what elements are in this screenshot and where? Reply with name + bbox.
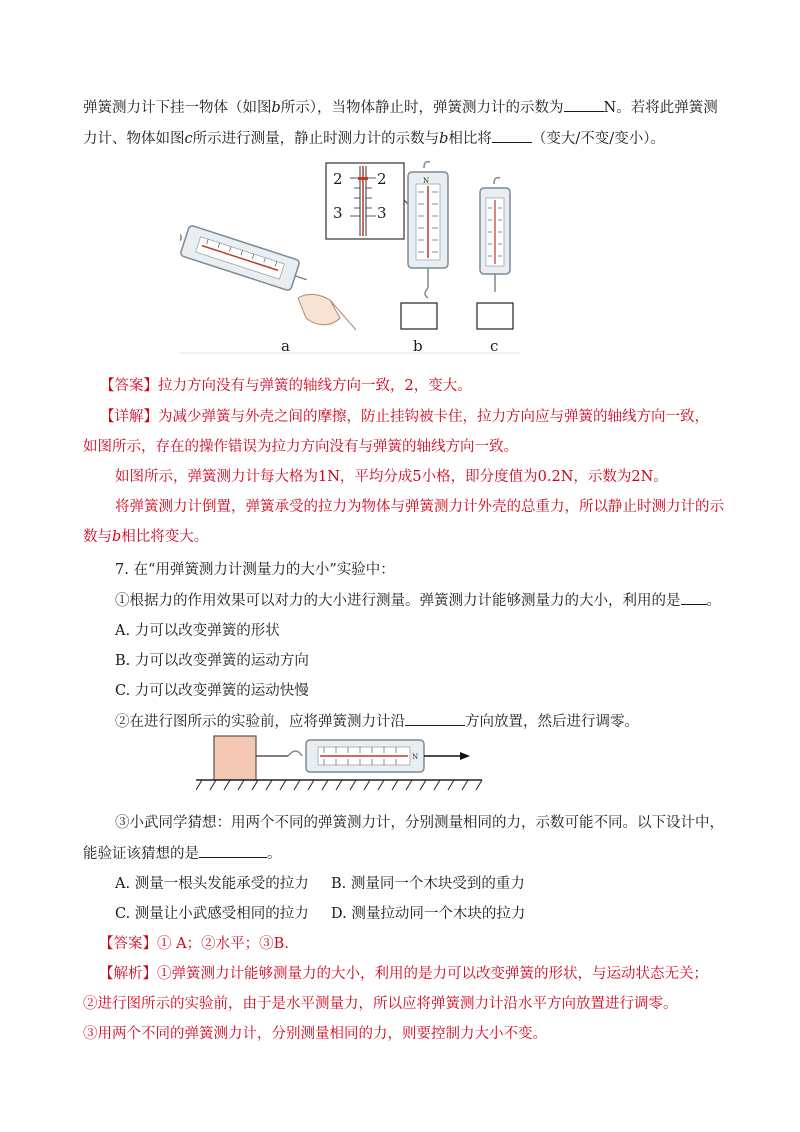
- q7-title: 7. 在“用弹簧测力计测量力的大小”实验中：: [115, 562, 395, 578]
- q7-option-c: C. 力可以改变弹簧的运动快慢: [115, 683, 309, 699]
- answer-blank[interactable]: [199, 843, 267, 858]
- q7-part3-line2: 能验证该猜想的是 。: [83, 843, 282, 864]
- q7-choice-c: C. 测量让小武感受相同的拉力: [115, 906, 309, 922]
- answer-blank[interactable]: [492, 128, 532, 143]
- zoom-tick-3-right: 3: [377, 204, 387, 222]
- answer-blank[interactable]: [405, 711, 465, 726]
- horizontal-spring-scale-icon: [306, 740, 424, 772]
- q7-option-a: A. 力可以改变弹簧的形状: [115, 623, 280, 639]
- figure-label-b: b: [413, 337, 423, 355]
- zoom-tick-3-left: 3: [333, 204, 343, 222]
- zoom-tick-2-left: 2: [333, 170, 343, 188]
- q7-choice-b: B. 测量同一个木块受到的重力: [331, 876, 525, 892]
- q7-part2: ②在进行图所示的实验前，应将弹簧测力计沿 方向放置，然后进行调零。: [115, 711, 639, 732]
- figure-label-c: c: [490, 337, 499, 355]
- q6-line2: 力计、物体如图c所示进行测量，静止时测力计的示数与b相比将 （变大/不变/变小）。: [83, 128, 665, 149]
- zoom-tick-2-right: 2: [377, 170, 387, 188]
- figure-label-a: a: [281, 337, 290, 355]
- q7-option-b: B. 力可以改变弹簧的运动方向: [115, 653, 309, 669]
- wood-block-icon: [214, 736, 256, 780]
- tilted-spring-scale-icon: [180, 221, 312, 295]
- hand-icon: [298, 294, 356, 330]
- q7-analysis-2: ②进行图所示的实验前，由于是水平测量力，所以应将弹簧测力计沿水平方向放置进行调零。: [83, 996, 678, 1012]
- q7-analysis-3: ③用两个不同的弹簧测力计，分别测量相同的力，则要控制力大小不变。: [83, 1026, 547, 1042]
- answer-blank[interactable]: [564, 97, 604, 112]
- q6-detail-4: 将弹簧测力计倒置，弹簧承受的拉力为物体与弹簧测力计外壳的总重力，所以静止时测力计的示: [115, 499, 724, 515]
- answer-blank[interactable]: [681, 590, 707, 605]
- q7-answer: 【答案】① A；②水平；③B.: [99, 936, 289, 952]
- q6-detail-5: 数与b相比将变大。: [83, 529, 209, 545]
- svg-text:N: N: [423, 177, 430, 185]
- q7-choice-a: A. 测量一根头发能承受的拉力: [115, 876, 309, 892]
- q7-part3-line1: ③小武同学猜想：用两个不同的弹簧测力计，分别测量相同的力，示数可能不同。以下设计中，: [115, 815, 724, 831]
- q6-detail-1: 【详解】为减少弹簧与外壳之间的摩擦，防止挂钩被卡住，拉力方向应与弹簧的轴线方向一致，: [100, 409, 709, 425]
- horizontal-spring-scale-figure: [196, 732, 496, 794]
- q7-part1: ①根据力的作用效果可以对力的大小进行测量。弹簧测力计能够测量力的大小，利用的是 。: [115, 590, 721, 611]
- vertical-spring-scale-icon: [401, 162, 448, 329]
- spring-scale-figure: [180, 158, 520, 358]
- q6-detail-3: 如图所示，弹簧测力计每大格为1N，平均分成5小格，即分度值为0.2N，示数为2N。: [115, 469, 668, 485]
- svg-text:N: N: [412, 753, 419, 761]
- q7-analysis-1: 【解析】①弹簧测力计能够测量力的大小，利用的是力可以改变弹簧的形状，与运动状态无关；: [99, 966, 708, 982]
- q6-detail-2: 如图所示，存在的操作错误为拉力方向没有与弹簧的轴线方向一致。: [83, 439, 518, 455]
- q6-answer: 【答案】拉力方向没有与弹簧的轴线方向一致，2，变大。: [100, 378, 472, 394]
- q6-line1: 弹簧测力计下挂一物体（如图b所示），当物体静止时，弹簧测力计的示数为 N。若将此弹簧测: [83, 97, 718, 118]
- inverted-spring-scale-icon: [477, 178, 513, 329]
- q7-choice-d: D. 测量拉动同一个木块的拉力: [331, 906, 526, 922]
